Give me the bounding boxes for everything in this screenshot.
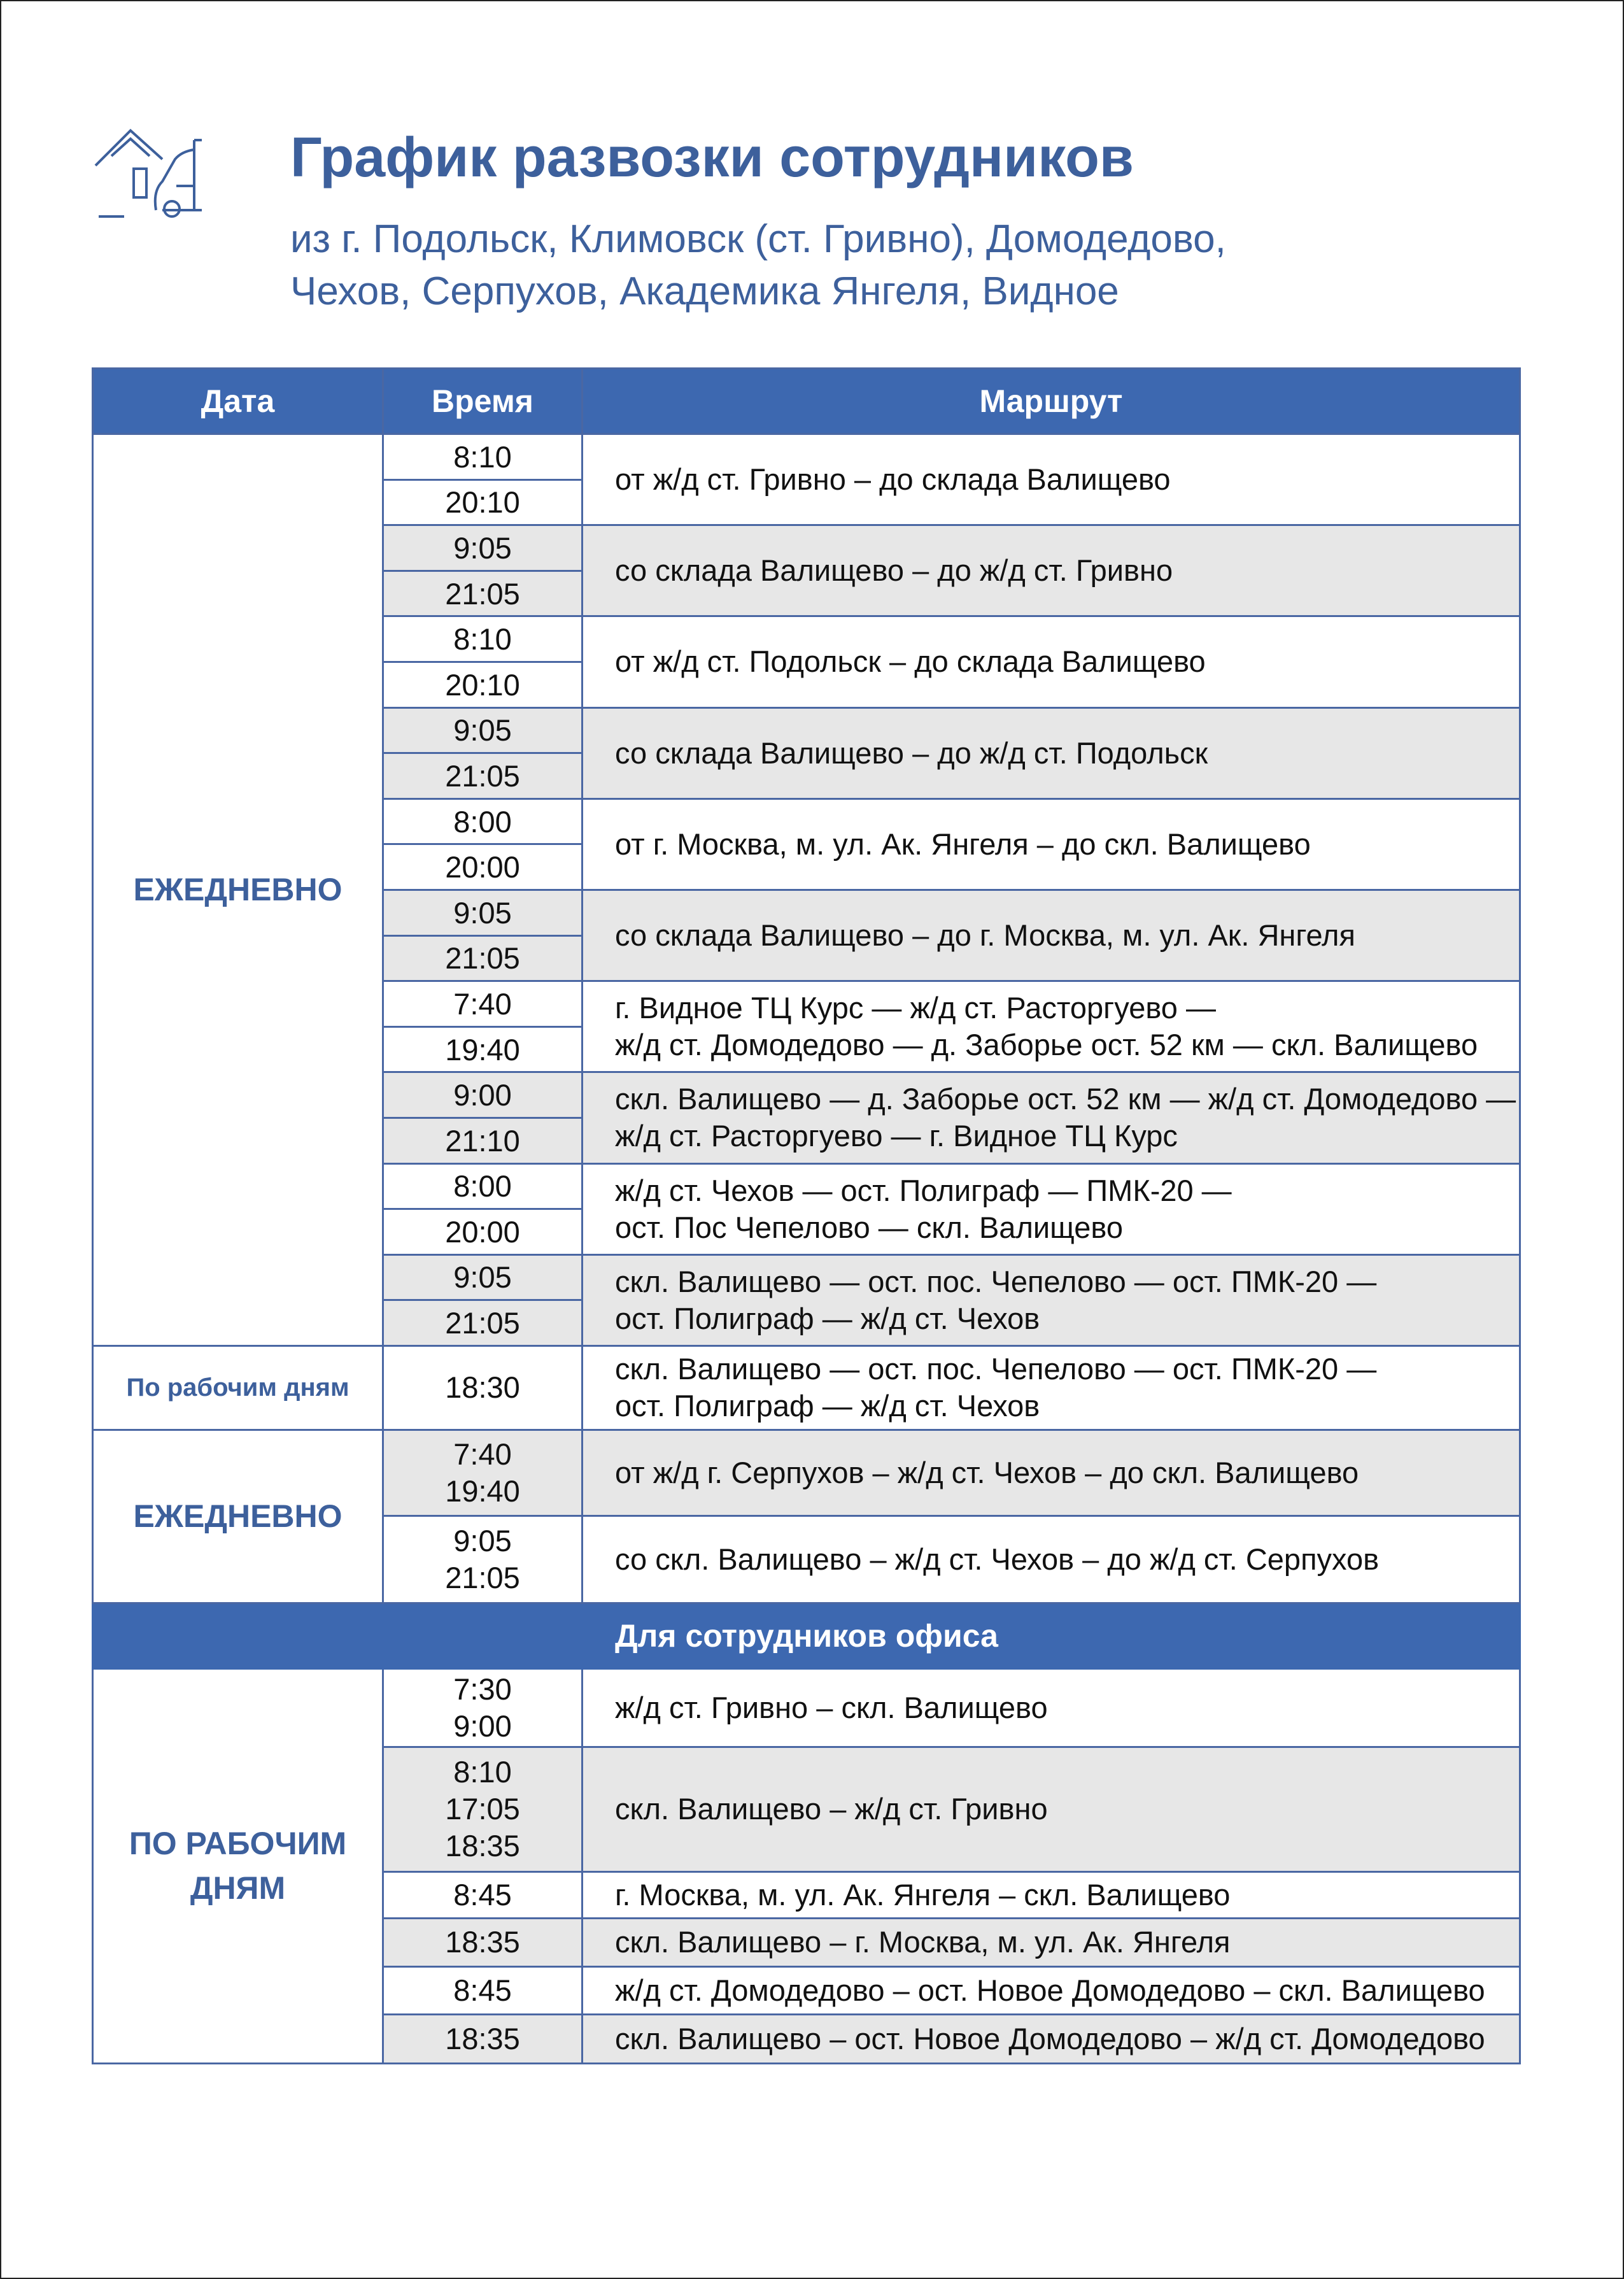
departure-time: 8:45 <box>453 1973 512 2007</box>
departure-time: 18:35 <box>445 1829 520 1863</box>
route-cell: ж/д ст. Чехов — ост. Полиграф — ПМК-20 — ост. Пос Чепелово — скл. Валищево <box>583 1163 1520 1254</box>
departure-time: 8:00 <box>383 1163 583 1209</box>
route-cell: со склада Валищево – до г. Москва, м. ул. Ак. Янгеля <box>583 890 1520 981</box>
departure-time: 7:30 <box>453 1672 512 1706</box>
route-cell: скл. Валищево — ост. пос. Чепелово — ост. ПМК-20 — ост. Полиграф — ж/д ст. Чехов <box>583 1345 1520 1430</box>
route-cell: г. Видное ТЦ Курс — ж/д ст. Расторгуево — ж/д ст. Домодедово — д. Заборье ост. 52 км — скл. Валищево <box>583 981 1520 1072</box>
departure-time: 20:00 <box>383 844 583 890</box>
schedule-date-office-workdays: ПО РАБОЧИМ ДНЯМ <box>93 1668 383 2063</box>
departure-time: 21:05 <box>383 753 583 799</box>
departure-time: 18:35 <box>445 1925 520 1959</box>
schedule-table <box>92 367 1521 2064</box>
subtitle-line: Чехов, Серпухов, Академика Янгеля, Видное <box>290 269 1119 313</box>
table-header-row <box>93 369 1520 434</box>
office-section-title: Для сотрудников офиса <box>583 1603 1520 1668</box>
departure-time: 21:10 <box>383 1118 583 1163</box>
route-cell: от ж/д ст. Гривно – до склада Валищево <box>583 434 1520 525</box>
departure-time: 20:10 <box>383 479 583 525</box>
time-cell <box>383 1871 583 1918</box>
page-subtitle <box>290 213 1226 318</box>
schedule-date-daily: ЕЖЕДНЕВНО <box>93 434 383 1346</box>
departure-time: 8:10 <box>453 1755 512 1789</box>
time-cell <box>383 1516 583 1603</box>
departure-time: 21:05 <box>383 1300 583 1346</box>
departure-time: 9:00 <box>383 1072 583 1118</box>
departure-time: 7:40 <box>383 981 583 1027</box>
table-row <box>93 1668 1520 1747</box>
house-and-car-icon <box>92 127 264 236</box>
departure-time: 9:05 <box>383 707 583 753</box>
departure-time: 17:05 <box>445 1792 520 1826</box>
departure-time: 8:10 <box>383 616 583 662</box>
route-cell: ж/д ст. Домодедово – ост. Новое Домодедово – скл. Валищево <box>583 1966 1520 2014</box>
time-cell <box>383 1966 583 2014</box>
departure-time: 9:00 <box>453 1708 512 1743</box>
departure-time: 20:10 <box>383 662 583 707</box>
route-cell: скл. Валищево — ост. пос. Чепелово — ост. ПМК-20 — ост. Полиграф — ж/д ст. Чехов <box>583 1254 1520 1345</box>
column-header-route: Маршрут <box>583 369 1520 434</box>
office-header-blank <box>383 1603 583 1668</box>
departure-time: 21:05 <box>383 571 583 616</box>
departure-time: 7:40 <box>453 1437 512 1471</box>
departure-time: 8:00 <box>383 799 583 844</box>
office-header-blank <box>93 1603 383 1668</box>
schedule-date-workdays: По рабочим дням <box>93 1345 383 1430</box>
route-cell: от ж/д ст. Подольск – до склада Валищево <box>583 616 1520 707</box>
route-cell: скл. Валищево – г. Москва, м. ул. Ак. Янгеля <box>583 1918 1520 1966</box>
route-cell: скл. Валищево – ж/д ст. Гривно <box>583 1747 1520 1871</box>
departure-time: 21:05 <box>383 935 583 981</box>
time-cell <box>383 1430 583 1516</box>
table-row <box>93 1430 1520 1516</box>
route-cell: от г. Москва, м. ул. Ак. Янгеля – до скл. Валищево <box>583 799 1520 890</box>
departure-time: 18:35 <box>445 2021 520 2055</box>
departure-time: 19:40 <box>445 1473 520 1508</box>
route-cell: от ж/д г. Серпухов – ж/д ст. Чехов – до скл. Валищево <box>583 1430 1520 1516</box>
office-section-header <box>93 1603 1520 1668</box>
time-cell <box>383 1668 583 1747</box>
time-cell <box>383 1747 583 1871</box>
departure-time: 8:10 <box>383 434 583 480</box>
route-cell: со скл. Валищево – ж/д ст. Чехов – до ж/д ст. Серпухов <box>583 1516 1520 1603</box>
table-row <box>93 434 1520 480</box>
table-row <box>93 1345 1520 1430</box>
route-cell: г. Москва, м. ул. Ак. Янгеля – скл. Валищево <box>583 1871 1520 1918</box>
time-cell <box>383 2014 583 2063</box>
departure-time: 20:00 <box>383 1209 583 1255</box>
departure-time: 9:05 <box>453 1523 512 1558</box>
schedule-date-daily: ЕЖЕДНЕВНО <box>93 1430 383 1603</box>
page-title: График развозки сотрудников <box>290 125 1134 188</box>
departure-time: 9:05 <box>383 525 583 571</box>
time-cell <box>383 1345 583 1430</box>
departure-time: 21:05 <box>445 1560 520 1594</box>
departure-time: 18:30 <box>445 1370 520 1405</box>
departure-time: 9:05 <box>383 1254 583 1300</box>
route-cell: со склада Валищево – до ж/д ст. Подольск <box>583 707 1520 799</box>
route-cell: ж/д ст. Гривно – скл. Валищево <box>583 1668 1520 1747</box>
route-cell: скл. Валищево — д. Заборье ост. 52 км — ж/д ст. Домодедово — ж/д ст. Расторгуево — г. Видное ТЦ Курс <box>583 1072 1520 1163</box>
time-cell <box>383 1918 583 1966</box>
departure-time: 19:40 <box>383 1026 583 1072</box>
subtitle-line: из г. Подольск, Климовск (ст. Гривно), Домодедово, <box>290 217 1226 261</box>
column-header-time: Время <box>383 369 583 434</box>
departure-time: 8:45 <box>453 1877 512 1912</box>
column-header-date: Дата <box>93 369 383 434</box>
route-cell: со склада Валищево – до ж/д ст. Гривно <box>583 525 1520 616</box>
departure-time: 9:05 <box>383 890 583 935</box>
route-cell: скл. Валищево – ост. Новое Домодедово – ж/д ст. Домодедово <box>583 2014 1520 2063</box>
